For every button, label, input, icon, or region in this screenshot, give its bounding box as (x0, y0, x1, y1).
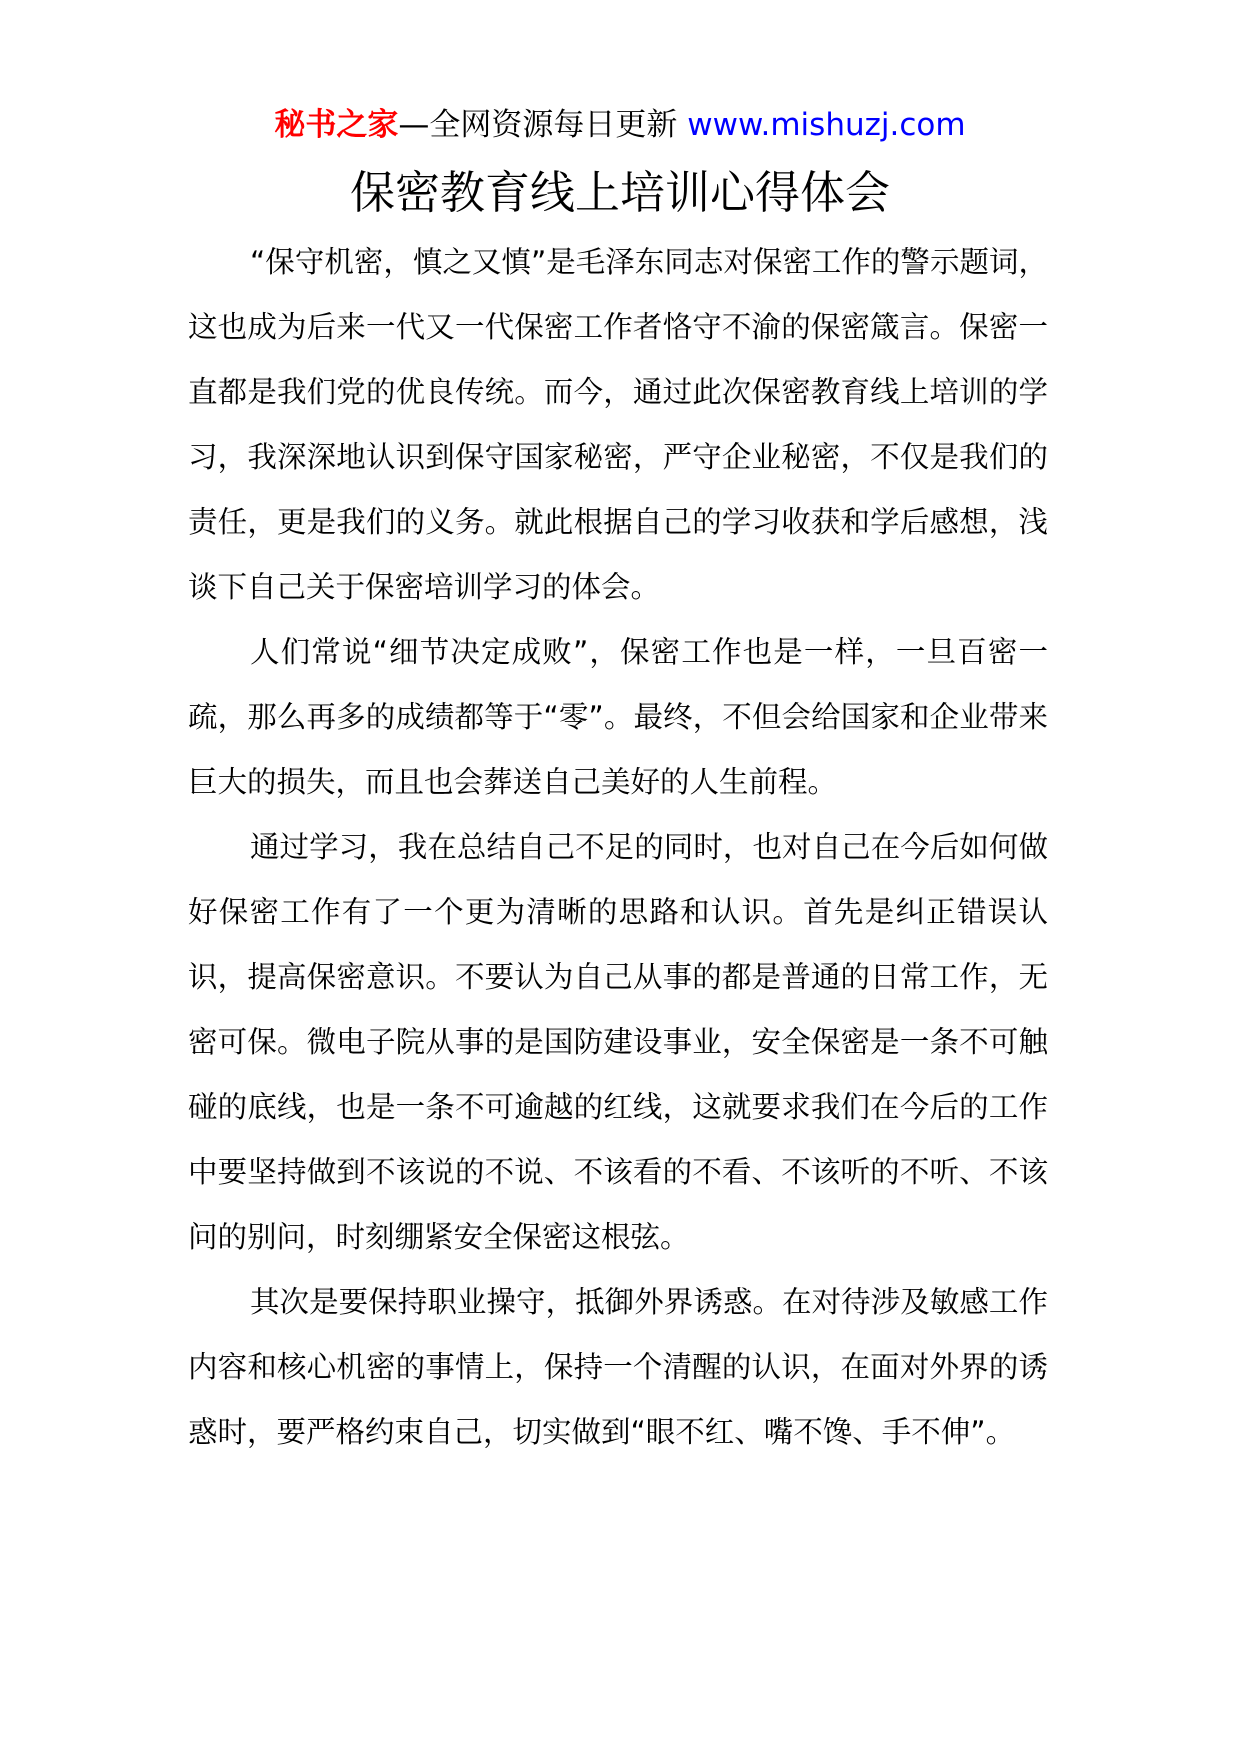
brand-name: 秘书之家 (274, 107, 399, 143)
header-tagline: —全网资源每日更新 (398, 107, 688, 143)
paragraph-2: 人们常说“细节决定成败”，保密工作也是一样，一旦百密一疏，那么再多的成绩都等于“零”。最终，不但会给国家和企业带来巨大的损失，而且也会葬送自己美好的人生前程。 (188, 635, 1048, 799)
site-url-link[interactable]: www.mishuzj.com (687, 107, 966, 143)
document-title: 保密教育线上培训心得体会 (349, 166, 890, 219)
paragraph-4: 其次是要保持职业操守，抵御外界诱惑。在对待涉及敏感工作内容和核心机密的事情上，保持一个清醒的认识，在面对外界的诱惑时，要严格约束自己，切实做到“眼不红、嘴不馋、手不伸”。 (188, 1285, 1048, 1449)
header-banner (0, 103, 1240, 147)
paragraph-3: 通过学习，我在总结自己不足的同时，也对自己在今后如何做好保密工作有了一个更为清晰的思路和认识。首先是纠正错误认识，提高保密意识。不要认为自己从事的都是普通的日常工作，无密可保。微电子院从事的是国防建设事业，安全保密是一条不可触碰的底线，也是一条不可逾越的红线，这就要求我们在今后的工作中要坚持做到不该说的不说、不该看的不看、不该听的不听、不该问的别问，时刻绷紧安全保密这根弦。 (188, 830, 1048, 1254)
paragraph-1: “保守机密，慎之又慎”是毛泽东同志对保密工作的警示题词，这也成为后来一代又一代保密工作者恪守不渝的保密箴言。保密一直都是我们党的优良传统。而今，通过此次保密教育线上培训的学习，我深深地认识到保守国家秘密，严守企业秘密，不仅是我们的责任，更是我们的义务。就此根据自己的学习收获和学后感想，浅谈下自己关于保密培训学习的体会。 (188, 245, 1048, 604)
document-body (188, 230, 1048, 1465)
